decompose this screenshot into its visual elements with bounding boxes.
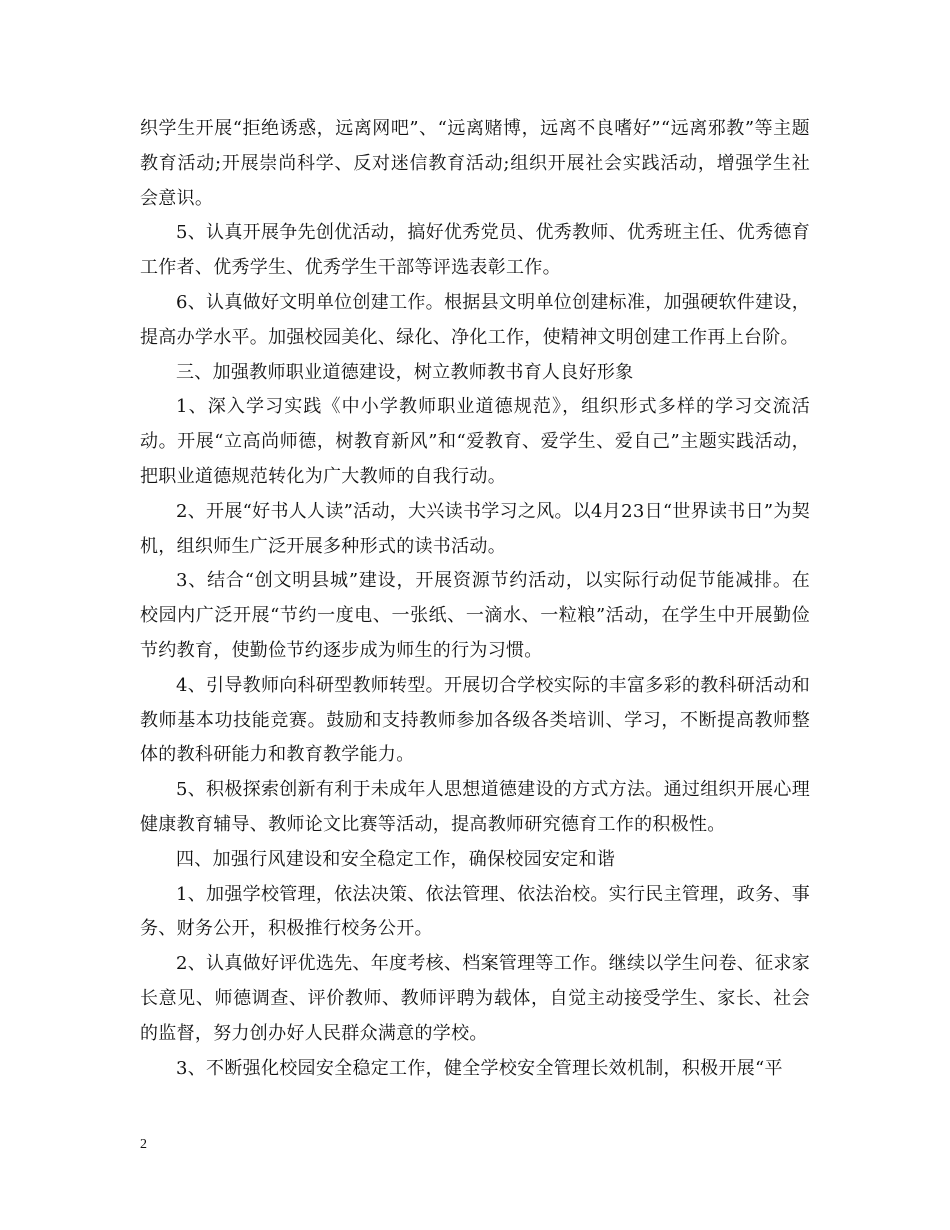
section-heading: 三、加强教师职业道德建设，树立教师教书育人良好形象 [176,361,634,383]
paragraph: 2、开展“好书人人读”活动，大兴读书学习之风。以4月23日“世界读书日”为契机，组织师生广泛开展多种形式的读书活动。 [140,500,811,557]
paragraph: 3、不断强化校园安全稳定工作，健全学校安全管理长效机制，积极开展“平 [176,1057,783,1079]
document-body [140,112,810,1086]
paragraph: 2、认真做好评优选先、年度考核、档案管理等工作。继续以学生问卷、征求家长意见、师德调查、评价教师、教师评聘为载体，自觉主动接受学生、家长、社会的监督，努力创办好人民群众满意的学校。 [140,953,810,1044]
paragraph: 1、深入学习实践《中小学教师职业道德规范》，组织形式多样的学习交流活动。开展“立高尚师德，树教育新风”和“爱教育、爱学生、爱自己”主题实践活动，把职业道德规范转化为广大教师的自我行动。 [140,396,810,487]
paragraph: 织学生开展“拒绝诱惑，远离网吧”、“远离赌博，远离不良嗜好”“远离邪教”等主题教育活动;开展崇尚科学、反对迷信教育活动;组织开展社会实践活动，增强学生社会意识。 [140,118,810,209]
page-number: 2 [140,1137,147,1152]
paragraph: 5、认真开展争先创优活动，搞好优秀党员、优秀教师、优秀班主任、优秀德育工作者、优秀学生、优秀学生干部等评选表彰工作。 [140,222,810,279]
paragraph: 5、积极探索创新有利于未成年人思想道德建设的方式方法。通过组织开展心理健康教育辅导、教师论文比赛等活动，提高教师研究德育工作的积极性。 [140,779,810,835]
paragraph: 1、加强学校管理，依法决策、依法管理、依法治校。实行民主管理，政务、事务、财务公开，积极推行校务公开。 [140,883,810,940]
paragraph: 6、认真做好文明单位创建工作。根据县文明单位创建标准，加强硬软件建设，提高办学水平。加强校园美化、绿化、净化工作，使精神文明创建工作再上台阶。 [140,291,810,348]
paragraph: 3、结合“创文明县城”建设，开展资源节约活动，以实际行动促节能减排。在校园内广泛开展“节约一度电、一张纸、一滴水、一粒粮”活动，在学生中开展勤俭节约教育，使勤俭节约逐步成为师生的行为习惯。 [140,570,810,661]
paragraph: 4、引导教师向科研型教师转型。开展切合学校实际的丰富多彩的教科研活动和教师基本功技能竞赛。鼓励和支持教师参加各级各类培训、学习，不断提高教师整体的教科研能力和教育教学能力。 [140,674,810,766]
section-heading: 四、加强行风建设和安全稳定工作，确保校园安定和谐 [176,848,616,870]
